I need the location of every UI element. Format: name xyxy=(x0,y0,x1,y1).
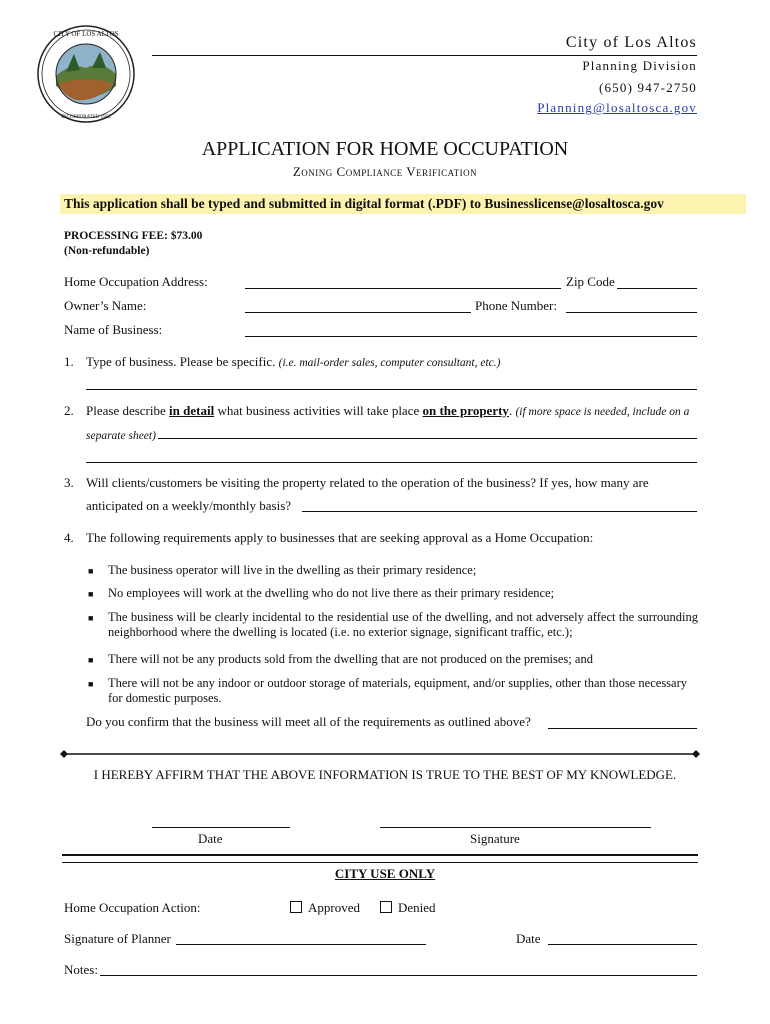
business-name-label: Name of Business: xyxy=(64,322,163,337)
header-rule xyxy=(152,55,697,56)
requirement-item: The business operator will live in the dwelling as their primary residence; xyxy=(108,563,477,577)
q2-post: . xyxy=(508,403,516,418)
business-name-field[interactable] xyxy=(245,336,697,337)
requirement-item: There will not be any indoor or outdoor storage of materials, equipment, and/or supplies, other than those necessary for domestic purposes. xyxy=(108,676,688,705)
denied-option[interactable] xyxy=(380,900,436,916)
q4-text: The following requirements apply to businesses that are seeking approval as a Home Occupation: xyxy=(86,530,594,545)
q4-number: 4. xyxy=(64,530,74,545)
denied-checkbox[interactable] xyxy=(380,901,392,913)
owner-field[interactable] xyxy=(245,312,471,313)
q1-label: Type of business. Please be specific. xyxy=(86,354,279,369)
confirm-field[interactable] xyxy=(548,728,697,729)
city-seal-logo xyxy=(36,24,136,124)
svg-text:INCORPORATED 1952: INCORPORATED 1952 xyxy=(61,115,111,120)
section-divider xyxy=(60,746,700,756)
planner-date-field[interactable] xyxy=(548,944,697,945)
bullet-icon: ■ xyxy=(88,613,94,623)
signature-field[interactable] xyxy=(380,827,651,828)
requirement-item: There will not be any products sold from the dwelling that are not produced on the premises; and xyxy=(108,652,593,666)
q3-field[interactable] xyxy=(302,511,697,512)
city-use-heading: CITY USE ONLY xyxy=(334,866,436,881)
q1-number: 1. xyxy=(64,354,74,369)
q2-hint-cont: separate sheet) xyxy=(86,430,156,442)
city-name: City of Los Altos xyxy=(565,34,697,51)
date-field[interactable] xyxy=(152,827,290,828)
q1-field[interactable] xyxy=(86,389,697,390)
q2-pre: Please describe xyxy=(86,403,170,418)
q1-text xyxy=(86,354,500,370)
division-phone: (650) 947-2750 xyxy=(598,80,697,95)
phone-field[interactable] xyxy=(566,312,697,313)
q1-hint: (i.e. mail-order sales, computer consultant, etc.) xyxy=(278,357,501,369)
page-subtitle: Zoning Compliance Verification xyxy=(292,164,478,179)
action-label: Home Occupation Action: xyxy=(64,900,201,915)
planner-date-label: Date xyxy=(516,931,541,946)
confirm-question: Do you confirm that the business will meet all of the requirements as outlined above? xyxy=(86,714,531,729)
q2-field-1[interactable] xyxy=(158,438,697,439)
denied-label: Denied xyxy=(398,900,436,915)
address-field[interactable] xyxy=(245,288,561,289)
owner-label: Owner’s Name: xyxy=(64,298,147,313)
division-name: Planning Division xyxy=(582,58,697,73)
submission-notice: This application shall be typed and submitted in digital format (.PDF) to Businesslicense@losaltosca.gov xyxy=(60,194,746,214)
q2-mid: what business activities will take place xyxy=(214,403,423,418)
affirmation-statement: I HEREBY AFFIRM THAT THE ABOVE INFORMATION IS TRUE TO THE BEST OF MY KNOWLEDGE. xyxy=(93,767,677,782)
approved-option[interactable] xyxy=(290,900,360,916)
notes-field[interactable] xyxy=(100,975,697,976)
notes-label: Notes: xyxy=(64,962,98,977)
zip-field[interactable] xyxy=(617,288,697,289)
q2-field-2[interactable] xyxy=(86,462,697,463)
q2-emph-detail: in detail xyxy=(169,403,215,418)
requirement-item: No employees will work at the dwelling who do not live there as their primary residence; xyxy=(108,586,555,600)
address-label: Home Occupation Address: xyxy=(64,274,208,289)
q2-emph-property: on the property xyxy=(422,403,509,418)
double-rule xyxy=(62,854,698,863)
q2-text xyxy=(86,403,689,419)
phone-label: Phone Number: xyxy=(475,298,557,313)
zip-label: Zip Code xyxy=(566,274,615,289)
date-label: Date xyxy=(198,831,223,846)
bullet-icon: ■ xyxy=(88,679,94,689)
q2-number: 2. xyxy=(64,403,74,418)
approved-checkbox[interactable] xyxy=(290,901,302,913)
q3-number: 3. xyxy=(64,475,74,490)
q3-text-cont: anticipated on a weekly/monthly basis? xyxy=(86,498,292,513)
q3-text: Will clients/customers be visiting the property related to the operation of the business? If yes, how many are xyxy=(86,475,649,490)
bullet-icon: ■ xyxy=(88,655,94,665)
approved-label: Approved xyxy=(308,900,360,915)
requirement-item: The business will be clearly incidental to the residential use of the dwelling, and not adversely affect the surrounding neighborhood where the dwelling is located (i.e. no exterior signage, significant traffic, etc.); xyxy=(108,610,698,639)
page-title: APPLICATION FOR HOME OCCUPATION xyxy=(201,138,569,160)
svg-text:CITY OF LOS ALTOS: CITY OF LOS ALTOS xyxy=(53,30,119,38)
processing-fee: PROCESSING FEE: $73.00 xyxy=(64,230,203,242)
planner-signature-label: Signature of Planner xyxy=(64,931,171,946)
q2-hint: (if more space is needed, include on a xyxy=(515,406,690,418)
bullet-icon: ■ xyxy=(88,589,94,599)
signature-label: Signature xyxy=(470,831,520,846)
bullet-icon: ■ xyxy=(88,566,94,576)
planner-signature-field[interactable] xyxy=(176,944,426,945)
division-email-link[interactable]: Planning@losaltosca.gov xyxy=(537,100,697,115)
fee-note: (Non-refundable) xyxy=(64,245,150,257)
